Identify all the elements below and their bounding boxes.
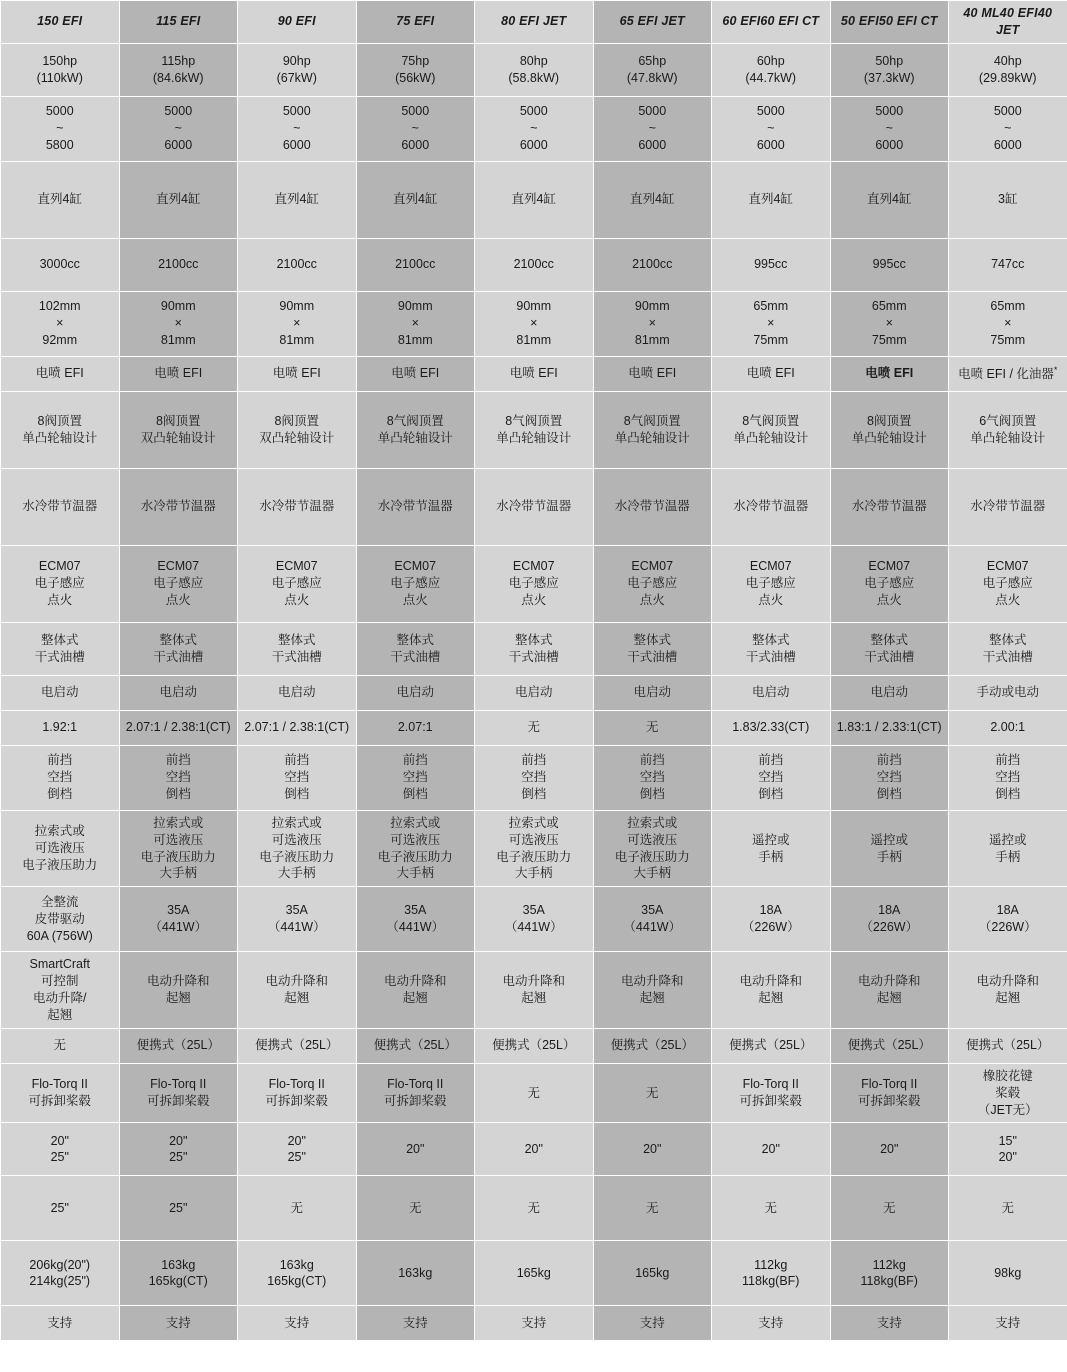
weight-cell: 165kg: [475, 1241, 594, 1306]
table-row: [1, 1306, 1067, 1341]
cooling-system-cell: 水冷带节温器: [593, 468, 712, 545]
shift-positions-cell: 前挡 空挡 倒档: [238, 745, 357, 810]
valve-train-cell: 8气阀顶置 单凸轮轴设计: [356, 391, 475, 468]
column-header-4: 75 EFI: [356, 1, 475, 44]
bore-stroke-cell: 90mm × 81mm: [119, 291, 238, 356]
column-header-5: 80 EFI JET: [475, 1, 594, 44]
extra-long-shaft-cell: 无: [830, 1176, 949, 1241]
power-cell: 80hp (58.8kW): [475, 43, 594, 96]
fuel-tank-cell: 便携式（25L）: [356, 1028, 475, 1063]
cooling-system-cell: 水冷带节温器: [830, 468, 949, 545]
lubrication-cell: 整体式 干式油槽: [1, 622, 120, 675]
gear-ratio-cell: 无: [475, 710, 594, 745]
trim-tilt-cell: 电动升降和 起翘: [712, 952, 831, 1029]
shift-positions-cell: 前挡 空挡 倒档: [356, 745, 475, 810]
fuel-tank-cell: 便携式（25L）: [712, 1028, 831, 1063]
valve-train-cell: 8气阀顶置 单凸轮轴设计: [475, 391, 594, 468]
alternator-cell: 18A （226W）: [712, 887, 831, 952]
extra-long-shaft-cell: 25": [1, 1176, 120, 1241]
trim-tilt-cell: 电动升降和 起翘: [238, 952, 357, 1029]
table-row: [1, 96, 1067, 161]
valve-train-cell: 8阀顶置 单凸轮轴设计: [830, 391, 949, 468]
rpm-range-cell: 5000 ~ 6000: [830, 96, 949, 161]
control-type-cell: 拉索式或 可选液压 电子液压助力 大手柄: [475, 810, 594, 887]
alternator-cell: 35A （441W）: [475, 887, 594, 952]
propeller-hub-cell: Flo-Torq II 可拆卸桨毂: [1, 1063, 120, 1123]
ignition-system-cell: ECM07 电子感应 点火: [119, 545, 238, 622]
weight-cell: 112kg 118kg(BF): [830, 1241, 949, 1306]
cylinder-layout-cell: 直列4缸: [356, 161, 475, 238]
column-header-1: 150 EFI: [1, 1, 120, 44]
valve-train-cell: 6气阀顶置 单凸轮轴设计: [949, 391, 1067, 468]
table-row: [1, 238, 1067, 291]
propeller-hub-cell: Flo-Torq II 可拆卸桨毂: [356, 1063, 475, 1123]
shift-positions-cell: 前挡 空挡 倒档: [1, 745, 120, 810]
starting-system-cell: 电启动: [475, 675, 594, 710]
rpm-range-cell: 5000 ~ 6000: [119, 96, 238, 161]
column-header-9: 40 ML40 EFI40 JET: [949, 1, 1067, 44]
table-row: [1, 710, 1067, 745]
fuel-tank-cell: 便携式（25L）: [830, 1028, 949, 1063]
column-header-8: 50 EFI50 EFI CT: [830, 1, 949, 44]
power-cell: 90hp (67kW): [238, 43, 357, 96]
displacement-cell: 2100cc: [593, 238, 712, 291]
cylinder-layout-cell: 直列4缸: [712, 161, 831, 238]
ignition-system-cell: ECM07 电子感应 点火: [238, 545, 357, 622]
support-cell: 支持: [830, 1306, 949, 1341]
power-cell: 150hp (110kW): [1, 43, 120, 96]
extra-long-shaft-cell: 25": [119, 1176, 238, 1241]
trim-tilt-cell: 电动升降和 起翘: [593, 952, 712, 1029]
table-row: [1, 887, 1067, 952]
weight-cell: 163kg 165kg(CT): [238, 1241, 357, 1306]
gear-ratio-cell: 2.07:1 / 2.38:1(CT): [238, 710, 357, 745]
fuel-system-cell: 电喷 EFI: [238, 356, 357, 391]
trim-tilt-cell: 电动升降和 起翘: [949, 952, 1067, 1029]
fuel-system-cell: 电喷 EFI: [593, 356, 712, 391]
lubrication-cell: 整体式 干式油槽: [356, 622, 475, 675]
displacement-cell: 747cc: [949, 238, 1067, 291]
displacement-cell: 3000cc: [1, 238, 120, 291]
rpm-range-cell: 5000 ~ 6000: [949, 96, 1067, 161]
control-type-cell: 拉索式或 可选液压 电子液压助力: [1, 810, 120, 887]
fuel-system-cell: 电喷 EFI: [830, 356, 949, 391]
lubrication-cell: 整体式 干式油槽: [830, 622, 949, 675]
table-header: [1, 1, 1067, 44]
propeller-hub-cell: 无: [475, 1063, 594, 1123]
control-type-cell: 遥控或 手柄: [949, 810, 1067, 887]
shaft-length-cell: 20" 25": [1, 1123, 120, 1176]
table-row: [1, 1123, 1067, 1176]
shaft-length-cell: 20": [356, 1123, 475, 1176]
table-row: [1, 622, 1067, 675]
extra-long-shaft-cell: 无: [356, 1176, 475, 1241]
shaft-length-cell: 15" 20": [949, 1123, 1067, 1176]
column-header-7: 60 EFI60 EFI CT: [712, 1, 831, 44]
alternator-cell: 35A （441W）: [593, 887, 712, 952]
valve-train-cell: 8气阀顶置 单凸轮轴设计: [712, 391, 831, 468]
alternator-cell: 18A （226W）: [949, 887, 1067, 952]
power-cell: 60hp (44.7kW): [712, 43, 831, 96]
propeller-hub-cell: Flo-Torq II 可拆卸桨毂: [238, 1063, 357, 1123]
shaft-length-cell: 20" 25": [119, 1123, 238, 1176]
bore-stroke-cell: 65mm × 75mm: [949, 291, 1067, 356]
ignition-system-cell: ECM07 电子感应 点火: [593, 545, 712, 622]
weight-cell: 163kg 165kg(CT): [119, 1241, 238, 1306]
cooling-system-cell: 水冷带节温器: [119, 468, 238, 545]
valve-train-cell: 8气阀顶置 单凸轮轴设计: [593, 391, 712, 468]
bore-stroke-cell: 90mm × 81mm: [475, 291, 594, 356]
alternator-cell: 18A （226W）: [830, 887, 949, 952]
power-cell: 50hp (37.3kW): [830, 43, 949, 96]
shift-positions-cell: 前挡 空挡 倒档: [593, 745, 712, 810]
power-cell: 75hp (56kW): [356, 43, 475, 96]
ignition-system-cell: ECM07 电子感应 点火: [356, 545, 475, 622]
cylinder-layout-cell: 直列4缸: [593, 161, 712, 238]
cooling-system-cell: 水冷带节温器: [356, 468, 475, 545]
fuel-system-cell: 电喷 EFI: [356, 356, 475, 391]
starting-system-cell: 电启动: [712, 675, 831, 710]
alternator-cell: 35A （441W）: [119, 887, 238, 952]
cylinder-layout-cell: 3缸: [949, 161, 1067, 238]
table-row: [1, 1028, 1067, 1063]
shift-positions-cell: 前挡 空挡 倒档: [949, 745, 1067, 810]
shift-positions-cell: 前挡 空挡 倒档: [830, 745, 949, 810]
table-row: [1, 391, 1067, 468]
starting-system-cell: 电启动: [119, 675, 238, 710]
table-row: [1, 468, 1067, 545]
lubrication-cell: 整体式 干式油槽: [119, 622, 238, 675]
control-type-cell: 遥控或 手柄: [712, 810, 831, 887]
shaft-length-cell: 20": [830, 1123, 949, 1176]
power-cell: 115hp (84.6kW): [119, 43, 238, 96]
column-header-3: 90 EFI: [238, 1, 357, 44]
gear-ratio-cell: 1.83:1 / 2.33:1(CT): [830, 710, 949, 745]
shift-positions-cell: 前挡 空挡 倒档: [475, 745, 594, 810]
table-row: [1, 1063, 1067, 1123]
shaft-length-cell: 20" 25": [238, 1123, 357, 1176]
fuel-system-cell: 电喷 EFI: [712, 356, 831, 391]
starting-system-cell: 电启动: [593, 675, 712, 710]
rpm-range-cell: 5000 ~ 6000: [356, 96, 475, 161]
gear-ratio-cell: 2.07:1: [356, 710, 475, 745]
extra-long-shaft-cell: 无: [475, 1176, 594, 1241]
table-row: [1, 675, 1067, 710]
rpm-range-cell: 5000 ~ 6000: [238, 96, 357, 161]
weight-cell: 163kg: [356, 1241, 475, 1306]
ignition-system-cell: ECM07 电子感应 点火: [949, 545, 1067, 622]
extra-long-shaft-cell: 无: [593, 1176, 712, 1241]
extra-long-shaft-cell: 无: [238, 1176, 357, 1241]
shaft-length-cell: 20": [593, 1123, 712, 1176]
fuel-tank-cell: 便携式（25L）: [949, 1028, 1067, 1063]
alternator-cell: 35A （441W）: [356, 887, 475, 952]
valve-train-cell: 8阀顶置 单凸轮轴设计: [1, 391, 120, 468]
gear-ratio-cell: 1.83/2.33(CT): [712, 710, 831, 745]
shift-positions-cell: 前挡 空挡 倒档: [119, 745, 238, 810]
displacement-cell: 995cc: [712, 238, 831, 291]
gear-ratio-cell: 1.92:1: [1, 710, 120, 745]
cylinder-layout-cell: 直列4缸: [1, 161, 120, 238]
bore-stroke-cell: 90mm × 81mm: [593, 291, 712, 356]
trim-tilt-cell: 电动升降和 起翘: [119, 952, 238, 1029]
alternator-cell: 35A （441W）: [238, 887, 357, 952]
ignition-system-cell: ECM07 电子感应 点火: [475, 545, 594, 622]
table-row: [1, 952, 1067, 1029]
fuel-system-cell: 电喷 EFI: [1, 356, 120, 391]
shift-positions-cell: 前挡 空挡 倒档: [712, 745, 831, 810]
bore-stroke-cell: 65mm × 75mm: [712, 291, 831, 356]
rpm-range-cell: 5000 ~ 5800: [1, 96, 120, 161]
control-type-cell: 拉索式或 可选液压 电子液压助力 大手柄: [356, 810, 475, 887]
support-cell: 支持: [712, 1306, 831, 1341]
trim-tilt-cell: SmartCraft 可控制 电动升降/ 起翘: [1, 952, 120, 1029]
displacement-cell: 995cc: [830, 238, 949, 291]
fuel-tank-cell: 便携式（25L）: [119, 1028, 238, 1063]
fuel-tank-cell: 便携式（25L）: [238, 1028, 357, 1063]
cooling-system-cell: 水冷带节温器: [712, 468, 831, 545]
column-header-6: 65 EFI JET: [593, 1, 712, 44]
starting-system-cell: 手动或电动: [949, 675, 1067, 710]
gear-ratio-cell: 2.07:1 / 2.38:1(CT): [119, 710, 238, 745]
lubrication-cell: 整体式 干式油槽: [712, 622, 831, 675]
alternator-cell: 全整流 皮带驱动 60A (756W): [1, 887, 120, 952]
fuel-system-cell: 电喷 EFI / 化油器*: [949, 356, 1067, 391]
weight-cell: 112kg 118kg(BF): [712, 1241, 831, 1306]
fuel-tank-cell: 无: [1, 1028, 120, 1063]
bore-stroke-cell: 90mm × 81mm: [238, 291, 357, 356]
support-cell: 支持: [475, 1306, 594, 1341]
cooling-system-cell: 水冷带节温器: [475, 468, 594, 545]
fuel-system-cell: 电喷 EFI: [475, 356, 594, 391]
cylinder-layout-cell: 直列4缸: [238, 161, 357, 238]
extra-long-shaft-cell: 无: [949, 1176, 1067, 1241]
starting-system-cell: 电启动: [356, 675, 475, 710]
fuel-tank-cell: 便携式（25L）: [475, 1028, 594, 1063]
cylinder-layout-cell: 直列4缸: [830, 161, 949, 238]
bore-stroke-cell: 65mm × 75mm: [830, 291, 949, 356]
cooling-system-cell: 水冷带节温器: [1, 468, 120, 545]
propeller-hub-cell: Flo-Torq II 可拆卸桨毂: [712, 1063, 831, 1123]
displacement-cell: 2100cc: [356, 238, 475, 291]
cooling-system-cell: 水冷带节温器: [238, 468, 357, 545]
lubrication-cell: 整体式 干式油槽: [475, 622, 594, 675]
lubrication-cell: 整体式 干式油槽: [238, 622, 357, 675]
table-row: [1, 291, 1067, 356]
control-type-cell: 拉索式或 可选液压 电子液压助力 大手柄: [593, 810, 712, 887]
extra-long-shaft-cell: 无: [712, 1176, 831, 1241]
propeller-hub-cell: Flo-Torq II 可拆卸桨毂: [830, 1063, 949, 1123]
starting-system-cell: 电启动: [1, 675, 120, 710]
shaft-length-cell: 20": [712, 1123, 831, 1176]
rpm-range-cell: 5000 ~ 6000: [593, 96, 712, 161]
rpm-range-cell: 5000 ~ 6000: [712, 96, 831, 161]
table-row: [1, 810, 1067, 887]
header-row: [1, 1, 1067, 44]
control-type-cell: 遥控或 手柄: [830, 810, 949, 887]
cooling-system-cell: 水冷带节温器: [949, 468, 1067, 545]
gear-ratio-cell: 2.00:1: [949, 710, 1067, 745]
bore-stroke-cell: 102mm × 92mm: [1, 291, 120, 356]
weight-cell: 206kg(20") 214kg(25"): [1, 1241, 120, 1306]
table-row: [1, 356, 1067, 391]
lubrication-cell: 整体式 干式油槽: [593, 622, 712, 675]
table-row: [1, 1176, 1067, 1241]
power-cell: 65hp (47.8kW): [593, 43, 712, 96]
starting-system-cell: 电启动: [830, 675, 949, 710]
displacement-cell: 2100cc: [238, 238, 357, 291]
support-cell: 支持: [356, 1306, 475, 1341]
table-row: [1, 161, 1067, 238]
power-cell: 40hp (29.89kW): [949, 43, 1067, 96]
table-row: [1, 1241, 1067, 1306]
weight-cell: 98kg: [949, 1241, 1067, 1306]
lubrication-cell: 整体式 干式油槽: [949, 622, 1067, 675]
support-cell: 支持: [119, 1306, 238, 1341]
table-row: [1, 545, 1067, 622]
fuel-tank-cell: 便携式（25L）: [593, 1028, 712, 1063]
rpm-range-cell: 5000 ~ 6000: [475, 96, 594, 161]
support-cell: 支持: [1, 1306, 120, 1341]
table-row: [1, 43, 1067, 96]
column-header-2: 115 EFI: [119, 1, 238, 44]
trim-tilt-cell: 电动升降和 起翘: [356, 952, 475, 1029]
propeller-hub-cell: 橡胶花键 桨毂 （JET无）: [949, 1063, 1067, 1123]
table-body: [1, 43, 1067, 1341]
ignition-system-cell: ECM07 电子感应 点火: [712, 545, 831, 622]
trim-tilt-cell: 电动升降和 起翘: [830, 952, 949, 1029]
table-row: [1, 745, 1067, 810]
gear-ratio-cell: 无: [593, 710, 712, 745]
support-cell: 支持: [949, 1306, 1067, 1341]
ignition-system-cell: ECM07 电子感应 点火: [1, 545, 120, 622]
displacement-cell: 2100cc: [119, 238, 238, 291]
support-cell: 支持: [238, 1306, 357, 1341]
starting-system-cell: 电启动: [238, 675, 357, 710]
valve-train-cell: 8阀顶置 双凸轮轴设计: [119, 391, 238, 468]
fuel-system-cell: 电喷 EFI: [119, 356, 238, 391]
propeller-hub-cell: Flo-Torq II 可拆卸桨毂: [119, 1063, 238, 1123]
control-type-cell: 拉索式或 可选液压 电子液压助力 大手柄: [238, 810, 357, 887]
ignition-system-cell: ECM07 电子感应 点火: [830, 545, 949, 622]
trim-tilt-cell: 电动升降和 起翘: [475, 952, 594, 1029]
shaft-length-cell: 20": [475, 1123, 594, 1176]
cylinder-layout-cell: 直列4缸: [119, 161, 238, 238]
support-cell: 支持: [593, 1306, 712, 1341]
propeller-hub-cell: 无: [593, 1063, 712, 1123]
weight-cell: 165kg: [593, 1241, 712, 1306]
control-type-cell: 拉索式或 可选液压 电子液压助力 大手柄: [119, 810, 238, 887]
bore-stroke-cell: 90mm × 81mm: [356, 291, 475, 356]
displacement-cell: 2100cc: [475, 238, 594, 291]
cylinder-layout-cell: 直列4缸: [475, 161, 594, 238]
valve-train-cell: 8阀顶置 双凸轮轴设计: [238, 391, 357, 468]
